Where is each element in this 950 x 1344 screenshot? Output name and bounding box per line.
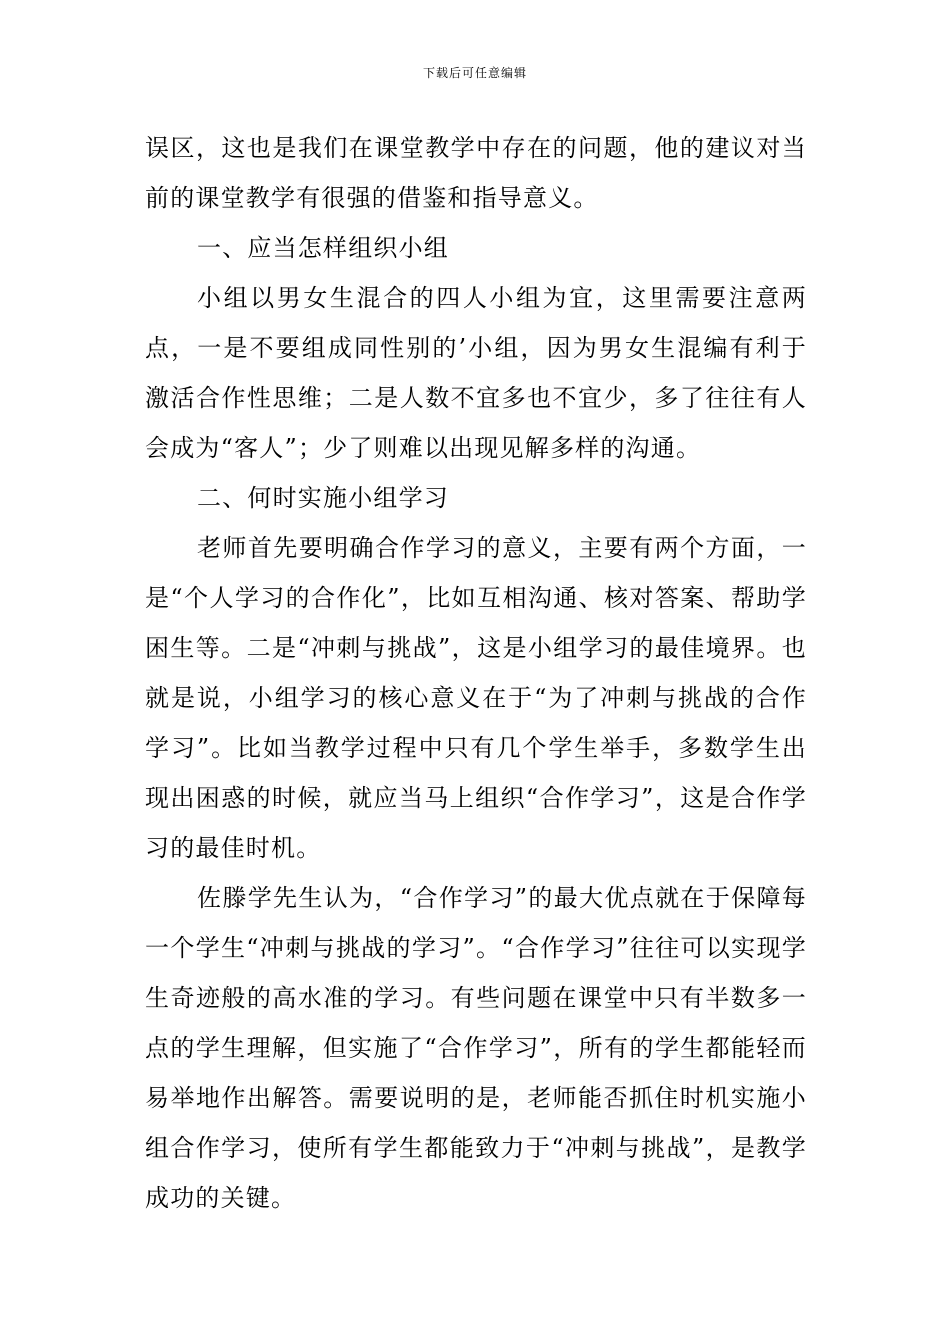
paragraph-2: 小组以男女生混合的四人小组为宜，这里需要注意两点，一是不要组成同性别的’小组，因为男女生混编有利于激活合作性思维；二是人数不宜多也不宜少，多了往往有人会成为“客人”；少了则难以出现见解多样的沟通。 [145, 284, 807, 462]
header-note: 下载后可任意编辑 [422, 66, 527, 80]
paragraph-1: 误区，这也是我们在课堂教学中存在的问题，他的建议对当前的课堂教学有很强的借鉴和指导意义。 [145, 134, 807, 212]
section-heading-2: 二、何时实施小组学习 [197, 484, 449, 512]
section-heading-1: 一、应当怎样组织小组 [197, 234, 449, 262]
paragraph-3: 老师首先要明确合作学习的意义，主要有两个方面，一是“个人学习的合作化”，比如互相沟通、核对答案、帮助学困生等。二是“冲刺与挑战”，这是小组学习的最佳境界。也就是说，小组学习的核心意义在于“为了冲刺与挑战的合作学习”。比如当教学过程中只有几个学生举手，多数学生出现出困惑的时候，就应当马上组织“合作学习”，这是合作学习的最佳时机。 [145, 534, 807, 862]
paragraph-4: 佐滕学先生认为，“合作学习”的最大优点就在于保障每一个学生“冲刺与挑战的学习”。“合作学习”往往可以实现学生奇迹般的高水准的学习。有些问题在课堂中只有半数多一点的学生理解，但实施了“合作学习”，所有的学生都能轻而易举地作出解答。需要说明的是，老师能否抓住时机实施小组合作学习，使所有学生都能致力于“冲刺与挑战”，是教学成功的关键。 [145, 884, 807, 1212]
document-body [145, 123, 807, 1223]
